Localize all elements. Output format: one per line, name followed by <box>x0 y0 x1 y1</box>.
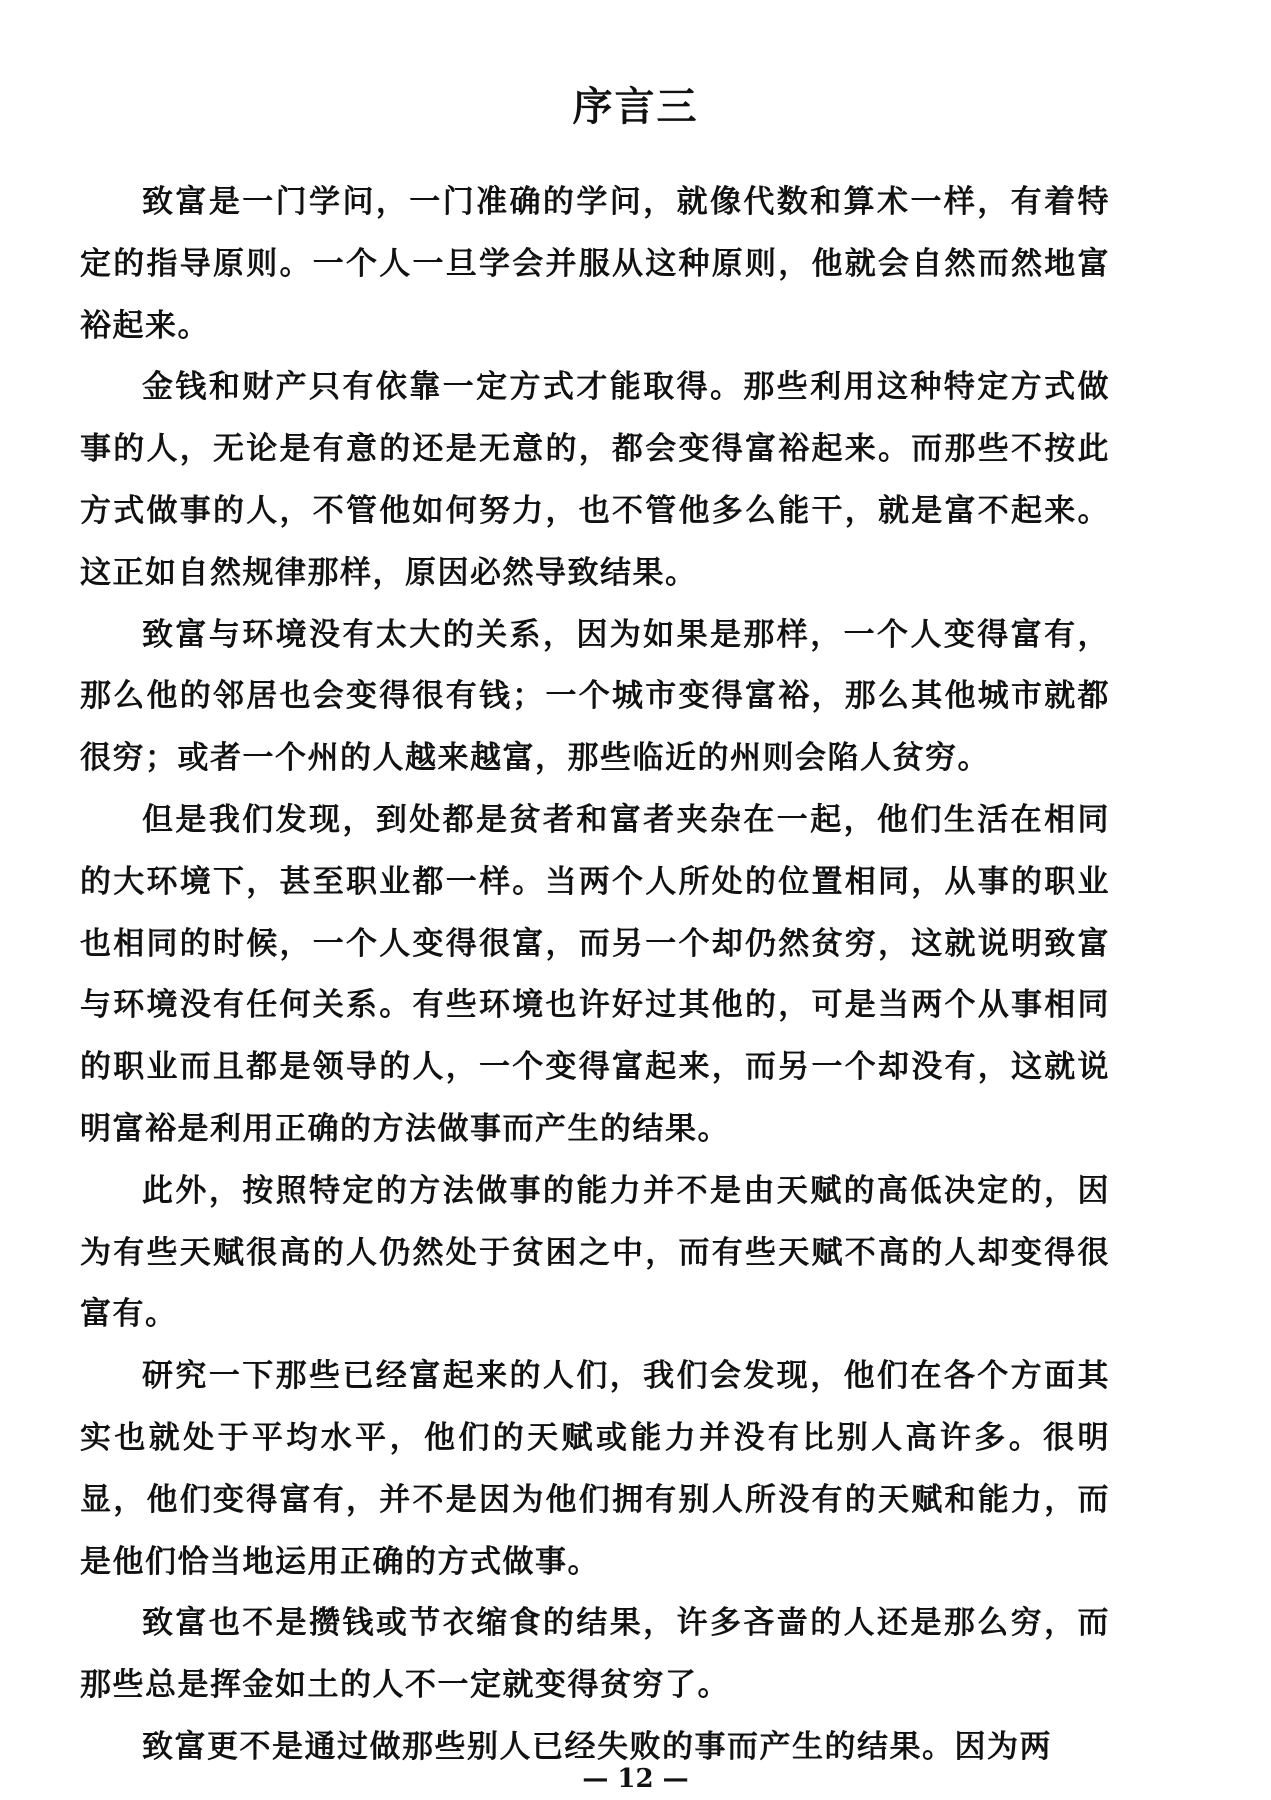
page-title: 序言三 <box>572 82 699 130</box>
page-number: — 12 — <box>582 1764 689 1794</box>
paragraph-2: 金钱和财产只有依靠一定方式才能取得。那些利用这种特定方式做事的人，无论是有意的还是无意的，都会变得富裕起来。而那些不按此方式做事的人，不管他如何努力，也不管他多么能干，就是富不起来。这正如自然规律那样，原因必然导致结果。 <box>80 369 1110 591</box>
paragraph-5: 此外，按照特定的方法做事的能力并不是由天赋的高低决定的，因为有些天赋很高的人仍然处于贫困之中，而有些天赋不高的人却变得很富有。 <box>80 1172 1110 1333</box>
body-text <box>80 172 1110 1779</box>
paragraph-4: 但是我们发现，到处都是贫者和富者夹杂在一起，他们生活在相同的大环境下，甚至职业都一样。当两个人所处的位置相同，从事的职业也相同的时候，一个人变得很富，而另一个却仍然贫穷，这就说明致富与环境没有任何关系。有些环境也许好过其他的，可是当两个从事相同的职业而且都是领导的人，一个变得富起来，而另一个却没有，这就说明富裕是利用正确的方法做事而产生的结果。 <box>80 801 1110 1147</box>
paragraph-8: 致富更不是通过做那些别人已经失败的事而产生的结果。因为两 <box>142 1728 1052 1765</box>
paragraph-6: 研究一下那些已经富起来的人们，我们会发现，他们在各个方面其实也就处于平均水平，他们的天赋或能力并没有比别人高许多。很明显，他们变得富有，并不是因为他们拥有别人所没有的天赋和能力，而是他们恰当地运用正确的方式做事。 <box>80 1358 1110 1580</box>
paragraph-1: 致富是一门学问，一门准确的学问，就像代数和算术一样，有着特定的指导原则。一个人一旦学会并服从这种原则，他就会自然而然地富裕起来。 <box>80 184 1110 344</box>
paragraph-3: 致富与环境没有太大的关系，因为如果是那样，一个人变得富有，那么他的邻居也会变得很有钱；一个城市变得富裕，那么其他城市就都很穷；或者一个州的人越来越富，那些临近的州则会陷人贫穷。 <box>80 616 1110 777</box>
paragraph-7: 致富也不是攒钱或节衣缩食的结果，许多吝啬的人还是那么穷，而那些总是挥金如土的人不一定就变得贫穷了。 <box>80 1605 1110 1704</box>
